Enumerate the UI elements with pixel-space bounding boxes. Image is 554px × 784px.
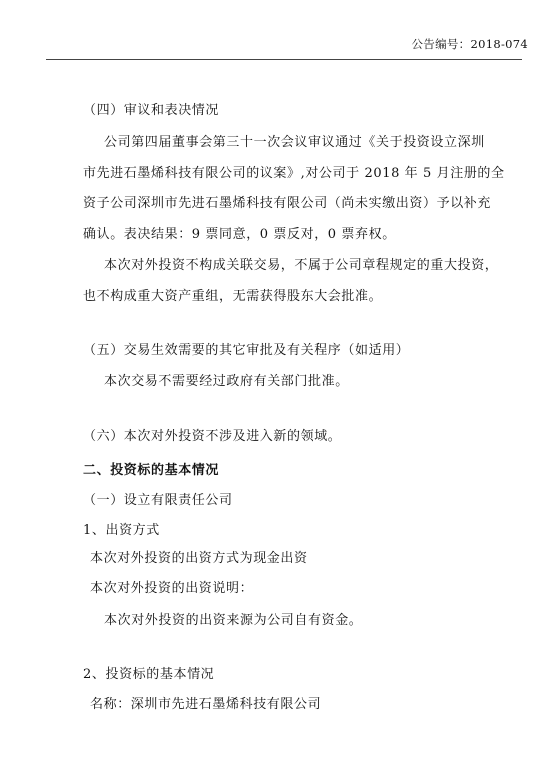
section-5-text: 本次交易不需要经过政府有关部门批准。: [104, 374, 349, 389]
section-4-paragraph-line: 确认。表决结果：9 票同意，0 票反对，0 票弃权。: [83, 227, 396, 242]
section-4-paragraph-line: 本次对外投资不构成关联交易，不属于公司章程规定的重大投资，: [104, 258, 499, 273]
item-2-heading: 2、投资标的基本情况: [83, 667, 215, 682]
item-1-text: 本次对外投资的出资来源为公司自有资金。: [104, 613, 363, 628]
section-2-heading: 二、投资标的基本情况: [83, 463, 220, 478]
section-4-paragraph-line: 市先进石墨烯科技有限公司的议案》,对公司于 2018 年 5 月注册的全: [83, 166, 505, 181]
item-1-text: 本次对外投资的出资方式为现金出资: [90, 551, 308, 566]
section-4-heading: （四）审议和表决情况: [83, 103, 220, 118]
item-1-text: 本次对外投资的出资说明：: [90, 581, 254, 596]
company-name: 名称：深圳市先进石墨烯科技有限公司: [90, 697, 322, 712]
section-4-paragraph-line: 也不构成重大资产重组，无需获得股东大会批准。: [83, 289, 383, 304]
section-4-paragraph-line: 公司第四届董事会第三十一次会议审议通过《关于投资设立深圳: [104, 135, 485, 150]
section-2-subheading: （一）设立有限责任公司: [83, 493, 233, 508]
item-1-heading: 1、出资方式: [83, 523, 160, 538]
section-4-paragraph-line: 资子公司深圳市先进石墨烯科技有限公司（尚未实缴出资）予以补充: [83, 196, 492, 211]
section-5-heading: （五）交易生效需要的其它审批及有关程序（如适用）: [83, 343, 410, 358]
section-6-text: （六）本次对外投资不涉及进入新的领域。: [83, 429, 342, 444]
notice-number: 公告编号：2018-074: [411, 37, 528, 51]
header-rule: [46, 59, 522, 60]
